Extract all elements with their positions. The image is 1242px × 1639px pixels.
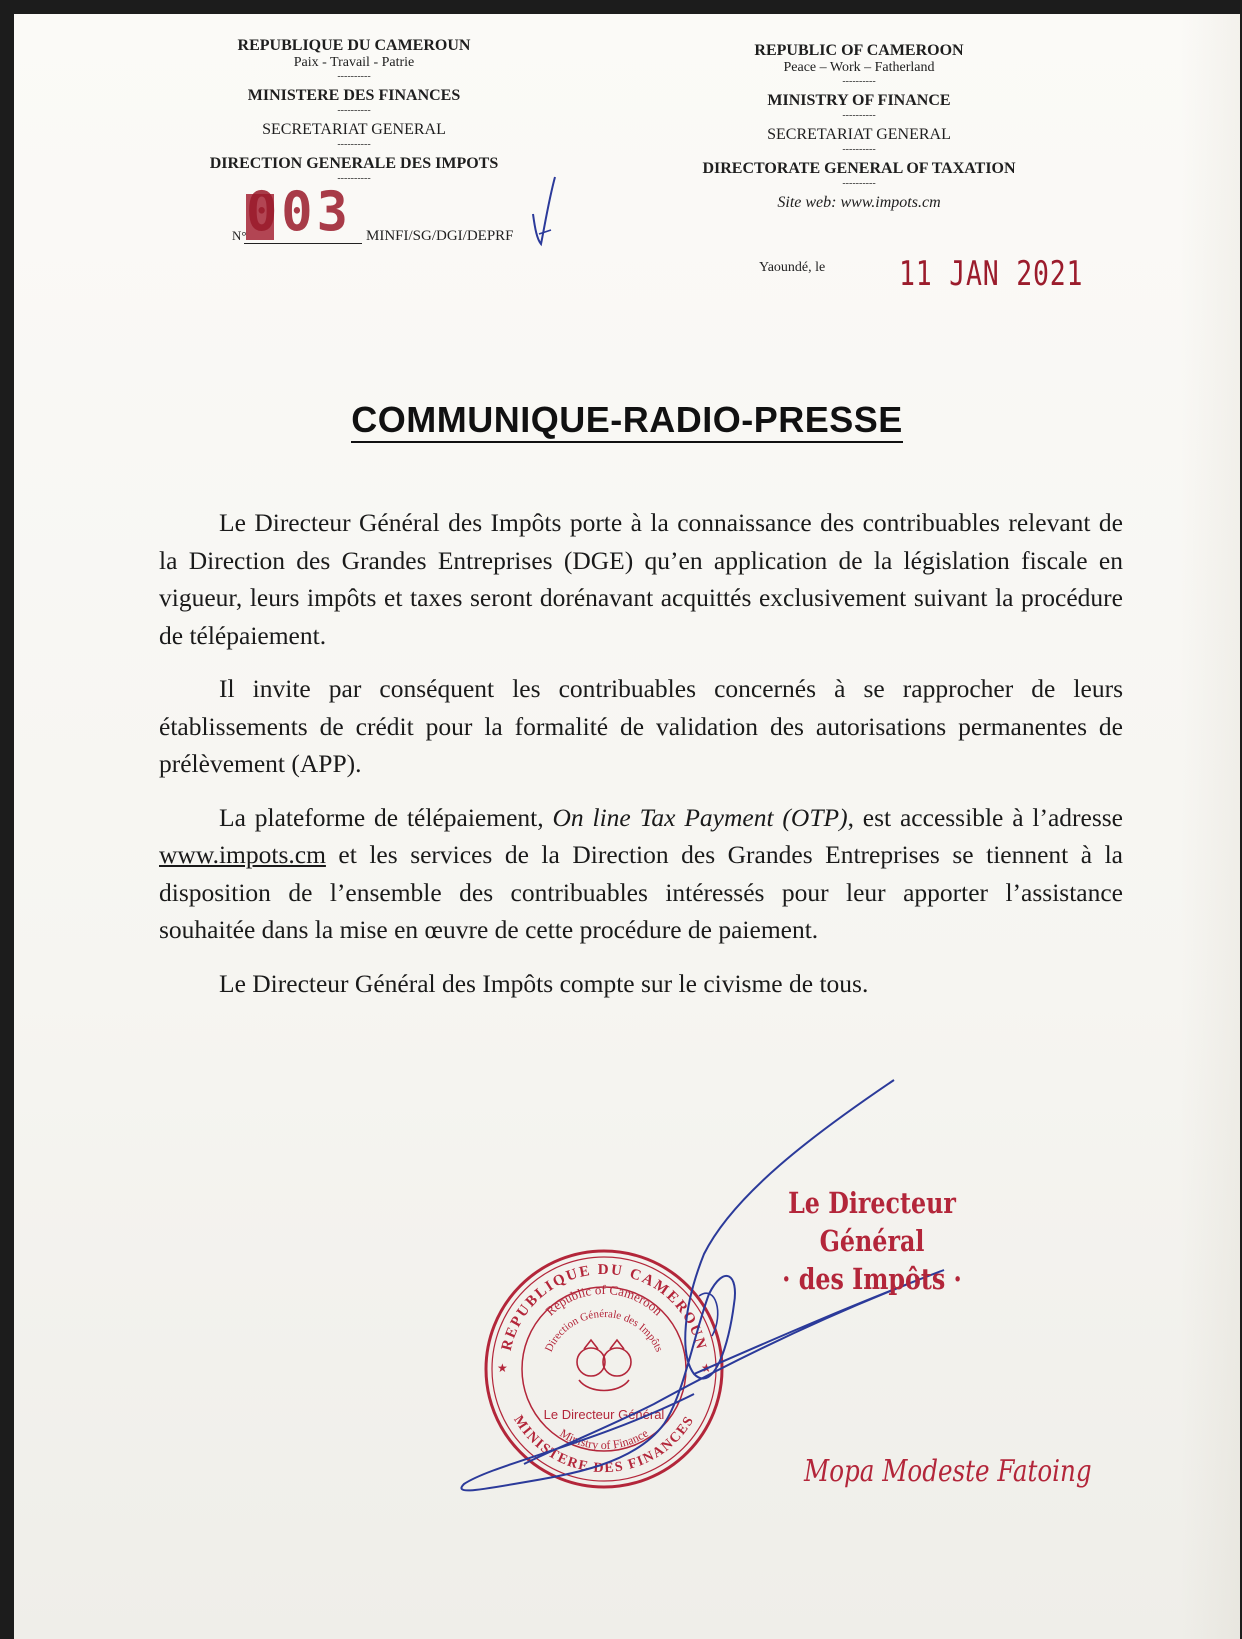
- separator: ----------: [337, 139, 371, 150]
- ministry-fr: MINISTERE DES FINANCES: [247, 87, 461, 104]
- initial-check-mark-icon: [529, 174, 559, 249]
- signatory-title-line1: Le Directeur Général: [788, 1186, 956, 1258]
- motto-en: Peace – Work – Fatherland: [783, 60, 935, 75]
- signatory-title: [749, 1184, 995, 1298]
- paragraph-4: Le Directeur Général des Impôts compte sur le civisme de tous.: [219, 968, 869, 998]
- paragraph-3-part: La plateforme de télépaiement,: [219, 802, 553, 832]
- separator: ----------: [842, 76, 876, 87]
- paragraph-2: Il invite par conséquent les contribuables concernés à se rapprocher de leurs établissements de crédit pour la formalité de validation des autorisations permanentes de prélèvement (APP).: [159, 674, 1123, 778]
- seal-outer-bottom: MINISTERE DES FINANCES: [510, 1413, 698, 1477]
- date-stamp: 11 JAN 2021: [899, 254, 1084, 294]
- otp-name: On line Tax Payment (OTP): [552, 802, 848, 832]
- secretariat-en: SECRETARIAT GENERAL: [767, 126, 951, 143]
- country-en: REPUBLIC OF CAMEROON: [754, 42, 964, 59]
- paragraph-3-part: , est accessible à l’adresse: [847, 802, 1123, 832]
- document-title-text: COMMUNIQUE-RADIO-PRESSE: [351, 399, 903, 443]
- seal-center-text: Le Directeur Général: [543, 1407, 665, 1422]
- ministry-en: MINISTRY OF FINANCE: [767, 92, 951, 109]
- paragraph-1: Le Directeur Général des Impôts porte à la connaissance des contribuables relevant de la Direction des Grandes Entreprises (DGE) qu’en application de la législation fiscale en vigueur, leurs impôts et taxes seront dorénavant acquittés exclusivement suivant la procédure de télépaiement.: [159, 508, 1123, 650]
- paragraph-3-part: et les services de la Direction des Grandes Entreprises se tiennent à la disposition de l’ensemble des contribuables intéressés pour leur apporter l’assistance souhaitée dans la mise en œuvre de cette procédure de paiement.: [159, 840, 1123, 944]
- directorate-fr: DIRECTION GENERALE DES IMPOTS: [209, 155, 499, 172]
- secretariat-fr: SECRETARIAT GENERAL: [262, 121, 446, 138]
- reference-prefix: N°: [232, 228, 247, 243]
- separator: ----------: [337, 71, 371, 82]
- seal-inner-mid: Direction Générale des Impôts: [542, 1307, 666, 1354]
- signatory-name: Mopa Modeste Fatoing: [804, 1454, 1092, 1489]
- date-label: Yaoundé, le: [759, 260, 826, 275]
- seal-inner-bottom: Ministry of Finance: [557, 1425, 651, 1453]
- website: Site web: www.impots.cm: [777, 194, 941, 211]
- document-page: [14, 14, 1240, 1639]
- communique-body: [159, 504, 1123, 1018]
- directorate-en: DIRECTORATE GENERAL OF TAXATION: [702, 160, 1016, 177]
- signatory-title-line2: · des Impôts ·: [782, 1262, 962, 1296]
- header-left: [209, 36, 499, 184]
- document-title: [14, 399, 1240, 441]
- country-fr: REPUBLIQUE DU CAMEROUN: [237, 37, 471, 54]
- seal-outer-top: REPUBLIQUE DU CAMEROUN: [498, 1261, 710, 1353]
- reference-number-stamp: 003: [246, 180, 352, 244]
- seal-star-icon: ★: [497, 1361, 508, 1375]
- seal-inner-top: Republic of Cameroon: [542, 1281, 666, 1319]
- paragraph-3: [159, 799, 1123, 949]
- separator: ----------: [842, 178, 876, 189]
- seal-star-icon: ★: [701, 1361, 712, 1375]
- separator: ----------: [337, 173, 371, 184]
- reference-underline: [244, 243, 362, 244]
- separator: ----------: [842, 110, 876, 121]
- website-link[interactable]: www.impots.cm: [159, 840, 326, 869]
- separator: ----------: [842, 144, 876, 155]
- page-shadow: [1180, 14, 1240, 1639]
- header-right: [694, 41, 1024, 212]
- separator: ----------: [337, 105, 371, 116]
- reference-suffix: MINFI/SG/DGI/DEPRF: [366, 228, 514, 244]
- motto-fr: Paix - Travail - Patrie: [293, 55, 415, 70]
